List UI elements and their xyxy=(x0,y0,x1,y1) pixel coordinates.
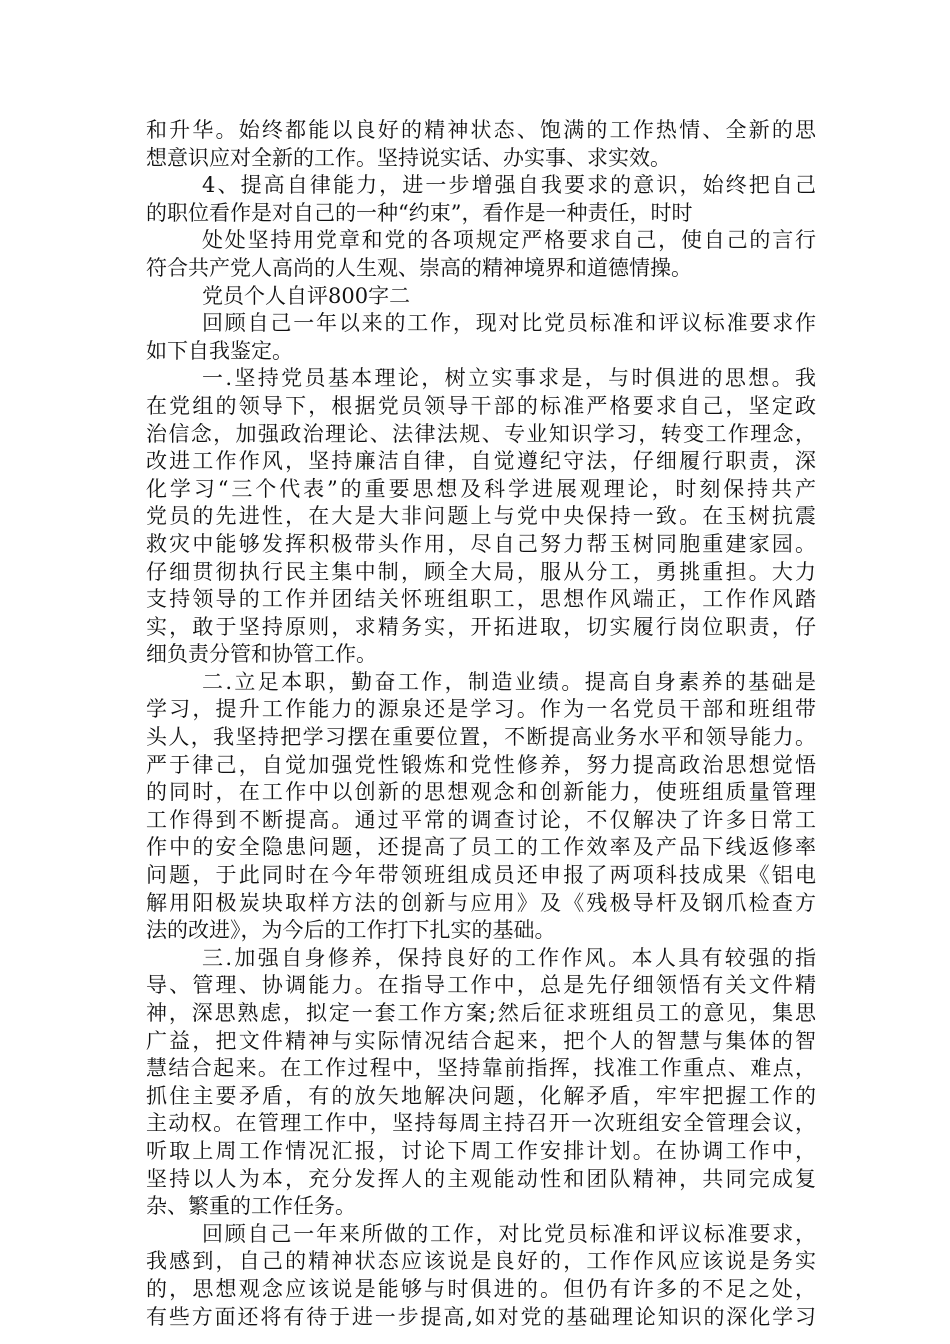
text-line: 三.加强自身修养，保持良好的工作作风。本人具有较强的指 xyxy=(202,945,816,970)
text-line: 坚持以人为本，充分发挥人的主观能动性和团队精神，共同完成复 xyxy=(146,1166,816,1191)
text-line: 支持领导的工作并团结关怀班组职工，思想作风端正，工作作风踏 xyxy=(146,587,816,612)
text-line: 导、管理、协调能力。在指导工作中，总是先仔细领悟有关文件精 xyxy=(146,973,816,998)
text-line: 救灾中能够发挥积极带头作用，尽自己努力帮玉树同胞重建家园。 xyxy=(146,531,816,556)
text-line: 的同时，在工作中以创新的思想观念和创新能力，使班组质量管理 xyxy=(146,780,816,805)
text-line: 神，深思熟虑，拟定一套工作方案;然后征求班组员工的意见，集思 xyxy=(146,1001,816,1025)
text-line: 改进工作作风，坚持廉洁自律，自觉遵纪守法，仔细履行职责，深 xyxy=(146,449,816,474)
text-line: 听取上周工作情况汇报，讨论下周工作安排计划。在协调工作中， xyxy=(146,1138,816,1163)
text-line: 有些方面还将有待于进一步提高,如对党的基础理论知识的深化学习 xyxy=(146,1304,816,1329)
text-line: 党员的先进性，在大是大非问题上与党中央保持一致。在玉树抗震 xyxy=(146,504,816,529)
text-line: 细负责分管和协管工作。 xyxy=(146,642,377,667)
text-line: 法的改进》，为今后的工作打下扎实的基础。 xyxy=(146,918,556,943)
text-line: 慧结合起来。在工作过程中，坚持靠前指挥，找准工作重点、难点， xyxy=(146,1056,816,1081)
text-line: 一.坚持党员基本理论，树立实事求是，与时俱进的思想。我 xyxy=(202,366,816,391)
text-line: 抓住主要矛盾，有的放矢地解决问题，化解矛盾，牢牢把握工作的 xyxy=(146,1083,816,1108)
text-line: 处处坚持用党章和党的各项规定严格要求自己，使自己的言行 xyxy=(202,228,816,253)
text-line: 二.立足本职，勤奋工作，制造业绩。提高自身素养的基础是 xyxy=(202,669,816,694)
text-line: 我感到，自己的精神状态应该说是良好的，工作作风应该说是务实 xyxy=(146,1249,816,1274)
text-line: 作中的安全隐患问题，还提高了员工的工作效率及产品下线返修率 xyxy=(146,835,816,860)
text-line: 实，敢于坚持原则，求精务实，开拓进取，切实履行岗位职责，仔 xyxy=(146,614,816,639)
text-line: 学习，提升工作能力的源泉还是学习。作为一名党员干部和班组带 xyxy=(146,697,816,722)
text-line: 在党组的领导下，根据党员领导干部的标准严格要求自己，坚定政 xyxy=(146,393,816,418)
text-line: 头人，我坚持把学习摆在重要位置，不断提高业务水平和领导能力。 xyxy=(146,725,816,750)
text-line: 4、提高自律能力，进一步增强自我要求的意识，始终把自己 xyxy=(202,173,816,198)
text-line: 符合共产党人高尚的人生观、崇高的精神境界和道德情操。 xyxy=(146,255,692,280)
text-line: 严于律己，自觉加强党性锻炼和党性修养，努力提高政治思想觉悟 xyxy=(146,752,816,777)
text-line: 工作得到不断提高。通过平常的调查讨论，不仅解决了许多日常工 xyxy=(146,807,816,832)
text-line: 问题，于此同时在今年带领班组成员还申报了两项科技成果《铝电 xyxy=(146,863,816,888)
text-line: 如下自我鉴定。 xyxy=(146,338,293,363)
text-line: 的，思想观念应该说是能够与时俱进的。但仍有许多的不足之处， xyxy=(146,1276,816,1301)
text-line: 主动权。在管理工作中，坚持每周主持召开一次班组安全管理会议， xyxy=(146,1111,816,1136)
text-line: 治信念，加强政治理论、法律法规、专业知识学习，转变工作理念， xyxy=(146,421,816,446)
text-line: 杂、繁重的工作任务。 xyxy=(146,1194,356,1219)
text-line: 党员个人自评800字二 xyxy=(202,283,411,308)
text-line: 想意识应对全新的工作。坚持说实话、办实事、求实效。 xyxy=(146,145,671,170)
document-body xyxy=(146,117,816,1331)
text-line: 的职位看作是对自己的一种“约束”，看作是一种责任，时时 xyxy=(146,200,693,225)
text-line: 解用阳极炭块取样方法的创新与应用》及《残极导杆及钢爪检查方 xyxy=(146,890,816,915)
text-line: 化学习“三个代表”的重要思想及科学进展观理论，时刻保持共产 xyxy=(146,476,816,501)
text-line: 回顾自己一年来所做的工作，对比党员标准和评议标准要求， xyxy=(202,1221,816,1246)
text-line: 回顾自己一年以来的工作，现对比党员标准和评议标准要求作 xyxy=(202,311,816,336)
text-line: 仔细贯彻执行民主集中制，顾全大局，服从分工，勇挑重担。大力 xyxy=(146,559,816,584)
text-line: 广益，把文件精神与实际情况结合起来，把个人的智慧与集体的智 xyxy=(146,1028,816,1053)
text-line: 和升华。始终都能以良好的精神状态、饱满的工作热情、全新的思 xyxy=(146,118,816,142)
